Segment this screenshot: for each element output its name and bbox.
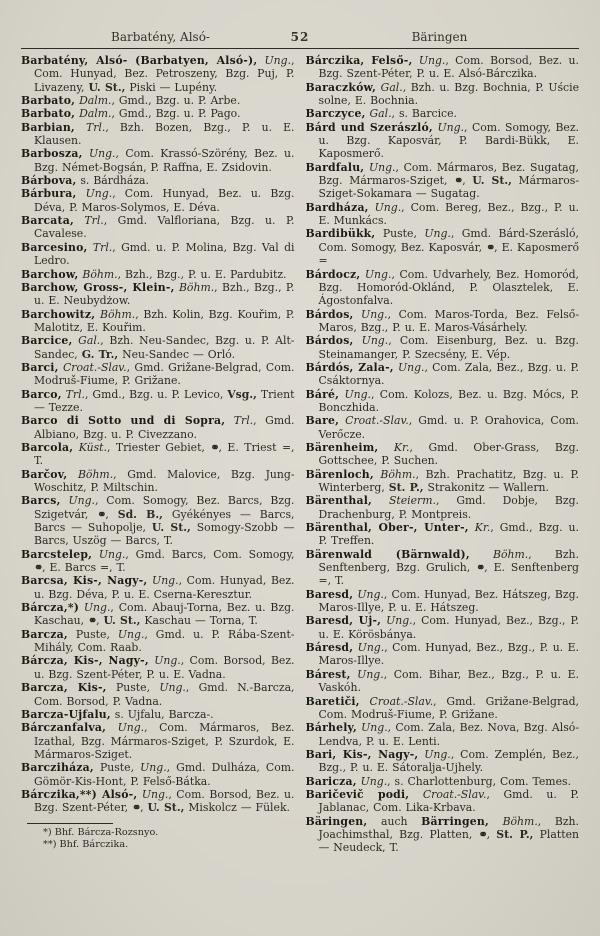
entry-text: , Bzh., Bzg., P. u. E. Neubydżow. (34, 280, 295, 308)
entry-text: , E. Senftenberg =, T. (318, 561, 579, 588)
crownland-abbrev: Ung. (140, 761, 167, 775)
entry-headword: Baresd, Uj-, (305, 614, 382, 628)
entry-text: , Gmd. N.-Barcza, Com. Borsod, P. Vadna. (34, 681, 295, 708)
entry (306, 81, 580, 108)
entry (21, 574, 295, 601)
entry-text: , (105, 507, 118, 521)
entry (21, 548, 295, 575)
entry-text: Piski — Lupény. (125, 80, 218, 94)
entry (306, 641, 580, 668)
crownland-abbrev: Ung. (353, 334, 389, 348)
entry-headword: Bare, (305, 414, 340, 428)
entry-text: , Com. Mármaros, Bez. Izathal, Bzg. Mármaros-Sziget, P. Szurdok, E. Mármaros-Sziget. (34, 721, 295, 761)
footnotes (21, 823, 295, 851)
entry-text: Neu-Sandec — Orló. (118, 347, 236, 361)
entry (21, 494, 295, 547)
entry-headword: Bárest, (305, 667, 351, 681)
entry-text: , Gmd. Albiano, Bzg. u. P. Civezzano. (34, 414, 295, 441)
entry-headword: Barcesino, (21, 240, 88, 254)
entry (306, 494, 580, 521)
entry (306, 815, 580, 855)
entry-headword: Barczyce, (305, 107, 366, 121)
entry-text: , Bzh. Neu-Sandec, Bzg. u. P. Alt-Sandec, (34, 334, 295, 361)
entry-text: , Com. Maros-Torda, Bez. Felső-Maros, Bzg., P. u. E. Maros-Vásárhely. (318, 307, 579, 334)
entry-headword: Bärenheim, (305, 440, 379, 454)
entry-text: , Com. Somogy, Bez. u. Bzg. Kaposvár, P. Bardi-Bükk, E. Kaposmerő. (318, 120, 579, 161)
entry (21, 187, 295, 214)
crownland-abbrev: Gal. (72, 334, 101, 348)
entry-headword: Bárbova, (21, 174, 77, 188)
entry-headword: Bärenloch, (305, 467, 374, 481)
entry-headword: Barbian, (21, 120, 75, 134)
crownland-abbrev: Ung. (424, 227, 451, 241)
entry-headword: Bärenthal, (305, 494, 373, 508)
crownland-abbrev: Trl. (74, 120, 106, 134)
crownland-abbrev: Ung. (106, 721, 145, 735)
entry (306, 388, 580, 415)
entry (21, 721, 295, 761)
entry-text: , Com. Hunyad, Bez. Hátszeg, Bzg. Maros-Illye, P. u. E. Hátszeg. (318, 587, 579, 615)
entry-text: , Bzh. Senftenberg, Bzg. Grulich, (318, 547, 579, 575)
entry-text: , Triester Gebiet, (106, 440, 211, 454)
entry (21, 681, 295, 708)
crownland-abbrev: Trl. (61, 387, 86, 401)
entry-headword: Barbato, (21, 107, 76, 121)
entry-text: , Bzh. Bozen, Bzg., P. u. E. Klausen. (34, 120, 295, 148)
crownland-abbrev: Ung. (257, 54, 292, 67)
posthorn-icon: ⚭ (486, 240, 495, 254)
header-rule (21, 48, 579, 49)
crownland-abbrev: Ung. (356, 774, 388, 788)
crownland-abbrev: Ung. (92, 547, 126, 561)
running-head-left: Barbatény, Alsó- (111, 30, 210, 44)
crownland-abbrev: Ung. (82, 147, 116, 161)
entry-headword: Barchow, Gross-, Klein-, (21, 280, 175, 294)
entry-headword: Barcziháza, (21, 761, 94, 775)
crownland-abbrev: Ung. (76, 187, 113, 201)
entry (21, 334, 295, 361)
crownland-abbrev: Trl. (73, 214, 104, 228)
entry-headword: Báré, (305, 387, 340, 401)
entry-headword: Baričevič podi, (305, 787, 410, 801)
entry (306, 334, 580, 361)
right-column (306, 54, 580, 855)
entry-text: , Com. Kolozs, Bez. u. Bzg. Mócs, P. Bonczhida. (318, 387, 579, 414)
crownland-abbrev: Ung. (368, 200, 402, 214)
crownland-abbrev: Ung. (117, 627, 145, 641)
entry-headword: Barbatény, Alsó- (Barbatyen, Alsó-), (21, 54, 258, 67)
entry-text: , Com. Borsod, Bez. u. Bzg. Szent-Péter, (34, 787, 295, 815)
railway-abbrev: Vsg., (227, 387, 257, 401)
railway-abbrev: U. St., (147, 801, 185, 815)
entry (306, 588, 580, 615)
entry-headword: Bardháza, (305, 200, 369, 214)
entry-headword: Barcza, Kis-, (21, 681, 107, 695)
entry-text: , (140, 801, 148, 815)
entry-headword: Bárhely, (305, 721, 357, 735)
entry-headword: Bárczika, Felső-, (305, 54, 413, 67)
entry-text: Puste, (93, 761, 141, 775)
posthorn-icon: ⚭ (476, 561, 485, 575)
crownland-abbrev: Ung. (350, 667, 384, 681)
page-number: 52 (290, 30, 310, 44)
entry-headword: Bárd und Szerászló, (305, 120, 433, 134)
entry-headword: Barbato, (21, 94, 76, 108)
entry-text: , Com. Zemplén, Bez., Bzg., P. u. E. Sátoralja-Ujhely. (318, 747, 579, 775)
entry-headword: Baraczków, (305, 80, 377, 94)
entry-text: , Com. Zala, Bez. Nova, Bzg. Alsó-Lendva, P. u. E. Lenti. (318, 721, 579, 748)
entry-headword: Bárczika,**) Alsó-, (21, 787, 138, 801)
crownland-abbrev: Ung. (339, 387, 371, 401)
entry-headword: Barcstelep, (21, 547, 93, 561)
entry-headword: Barbosza, (21, 147, 83, 161)
entry-text: Somogy-Szobb — Barcs, Uszög — Barcs, T. (34, 521, 295, 548)
entry (306, 775, 580, 788)
crownland-abbrev: Trl. (87, 240, 113, 254)
entry-text: auch (367, 814, 422, 828)
crownland-abbrev: Ung. (353, 587, 384, 601)
entry-text: , Gmd. Valfloriana, Bzg. u. P. Cavalese. (34, 214, 295, 241)
entry (306, 227, 580, 267)
entry (21, 107, 295, 120)
footnote: **) Bhf. Bárczika. (43, 838, 129, 850)
crownland-abbrev: Kr. (468, 521, 491, 535)
crownland-abbrev: Ung. (364, 160, 396, 174)
entry-text: , Bzh. Joachimsthal, Bzg. Platten, (318, 814, 579, 841)
entry-text: Puste, (106, 681, 160, 695)
posthorn-icon: ⚭ (210, 440, 219, 454)
crownland-abbrev: Dalm. (75, 94, 112, 108)
entry-text: , Gmd. Bárd-Szerásló, Com. Somogy, Bez. Kaposvár, (318, 227, 579, 254)
entry-headword: Bárcza, Kis-, Nagy-, (21, 654, 149, 668)
crownland-abbrev: Croat.-Slav. (409, 787, 487, 801)
crownland-abbrev: Croat.-Slav. (339, 414, 409, 428)
entry-text: , Gmd. Grižane-Belgrad, Com. Modruš-Fiume, P. Grižane. (34, 360, 295, 388)
entry (21, 54, 295, 94)
entry-text: , Com. Krassó-Szörény, Bez. u. Bzg. Német-Bogsán, P. Raffna, E. Zsidovin. (34, 147, 295, 174)
entry-text: , Gmd. Malovice, Bzg. Jung-Woschitz, P. Miltschin. (34, 467, 295, 494)
crownland-abbrev: Gal. (376, 80, 403, 94)
entry-text: , Gmd., Bzg. u. P. Treffen. (318, 521, 579, 548)
entry-headword: Bärringen, (421, 814, 489, 828)
entry-text: , Com. Hunyad, Bez., Bzg., P. u. E. Maros-Illye. (318, 641, 579, 668)
entry-text: , Com. Hunyad, Bez., Bzg., P. u. E. Körösbánya. (318, 614, 579, 641)
entry (306, 121, 580, 161)
entry (21, 654, 295, 681)
entry-text: , Com. Borsod, Bez. u. Bzg. Szent-Péter, P. u. E. Vadna. (34, 654, 295, 681)
entry (21, 414, 295, 441)
entry-text: s. Bárdháza. (76, 174, 149, 188)
railway-abbrev: St. P., (496, 827, 534, 841)
running-head (21, 30, 579, 48)
entry-headword: Bárdocz, (305, 267, 361, 281)
crownland-abbrev: Dalm. (75, 107, 112, 121)
entry-headword: Bárdos, (305, 334, 354, 348)
entry-headword: Barchowitz, (21, 307, 96, 321)
entry (306, 748, 580, 775)
entry-headword: Barco di Sotto und di Sopra, (21, 414, 226, 428)
entry (21, 121, 295, 148)
crownland-abbrev: Ung. (137, 787, 169, 801)
crownland-abbrev: Ung. (381, 614, 413, 628)
entry-text: , Gmd. Grižane-Belgrad, Com. Modruš-Fiume, P. Grižane. (318, 694, 579, 721)
entry-headword: Bari, Kis-, Nagy-, (305, 747, 419, 761)
entry-text: , Gmd. u. P. Orahovica, Com. Verőcze. (318, 414, 579, 441)
railway-abbrev: U. St., (151, 521, 191, 535)
entry-text: , Gmd., Bzg. u. P. Levico, (85, 387, 228, 401)
entry-headword: Barčov, (21, 467, 68, 481)
entry-text: Puste, (67, 627, 118, 641)
entry (21, 214, 295, 241)
railway-abbrev: U. St., (103, 614, 141, 628)
entry-headword: Baricza, (305, 774, 357, 788)
entry (306, 788, 580, 815)
entry-headword: Bardibükk, (305, 227, 376, 241)
entry-text: , (462, 174, 473, 188)
crownland-abbrev: Ung. (353, 641, 385, 655)
entry (306, 361, 580, 388)
entry-headword: Bárdos, (305, 307, 354, 321)
entry-text: Kaschau — Torna, T. (140, 614, 258, 628)
entry (21, 601, 295, 628)
entry (21, 94, 295, 107)
entry (21, 147, 295, 174)
crownland-abbrev: Küst. (73, 440, 107, 454)
entry (21, 388, 295, 415)
entry (21, 708, 295, 721)
crownland-abbrev: Ung. (79, 601, 111, 615)
crownland-abbrev: Ung. (147, 574, 179, 588)
entry-text: , Com. Eisenburg, Bez. u. Bzg. Steinamanger, P. Szecsény, E. Vép. (318, 334, 579, 361)
entry-text: , Bzh. u. Bzg. Bochnia, P. Uście solne, E. Bochnia. (318, 80, 579, 108)
posthorn-icon: ⚭ (478, 827, 487, 841)
entry (21, 628, 295, 655)
entry-text: , Com. Udvarhely, Bez. Homoród, Bzg. Homoród-Oklánd, P. Olasztelek, E. Ágostonfalva. (318, 267, 579, 308)
entry-text: Miskolcz — Fülek. (184, 801, 290, 815)
entry (306, 268, 580, 308)
crownland-abbrev: Ung. (360, 267, 392, 281)
entry-text: , Gmd. u. P. Jablanac, Com. Lika-Krbava. (318, 787, 579, 815)
entry (306, 695, 580, 722)
crownland-abbrev: Böhm. (373, 467, 416, 481)
entry-text: s. Ujfalu, Barcza-. (110, 707, 214, 721)
entry-headword: Baretiči, (305, 694, 360, 708)
entry-text: , Com. Abauj-Torna, Bez. u. Bzg. Kaschau, (34, 601, 295, 628)
entry-headword: Bäringen, (305, 814, 368, 828)
entry-text: , Gmd. u. P. Rába-Szent-Mihály, Com. Raab. (34, 627, 295, 655)
entry (306, 614, 580, 641)
crownland-abbrev: Croat.-Slav. (58, 360, 127, 374)
entry-headword: Bárczanfalva, (21, 721, 107, 735)
crownland-abbrev: Steierm. (372, 494, 436, 508)
railway-abbrev: U. St., (88, 80, 126, 94)
crownland-abbrev: Gal. (365, 107, 392, 121)
crownland-abbrev: Trl. (225, 414, 254, 428)
entry-headword: Bärenwald (Bärnwald), (305, 547, 470, 561)
entry-text: , E. Kaposmerő = (318, 240, 579, 268)
posthorn-icon: ⚭ (97, 507, 106, 521)
footnote-rule (27, 823, 113, 824)
entry-headword: Baresd, (305, 587, 354, 601)
entry-text: , Gmd. Barcs, Com. Somogy, (125, 547, 295, 561)
entry-text: , Gmd. Dobje, Bzg. Drachenburg, P. Montpreis. (318, 494, 579, 521)
crownland-abbrev: Ung. (356, 721, 388, 735)
entry-headword: Barchow, (21, 267, 79, 281)
entry (21, 241, 295, 268)
entry (306, 161, 580, 201)
entry-text: , Bzh. Kolin, Bzg. Kouřim, P. Malotitz, E. Kouřim. (34, 307, 295, 334)
running-head-right: Bäringen (411, 30, 468, 44)
crownland-abbrev: Böhm. (174, 280, 215, 294)
entry-text: , Gmd., Bzg. u. P. Pago. (111, 107, 241, 121)
entry-headword: Barcs, (21, 494, 61, 508)
entry (21, 761, 295, 788)
entry-text: , Com. Hunyad, Bez. u. Bzg. Déva, P. Maros-Solymos, E. Déva. (34, 187, 295, 214)
railway-abbrev: G. Tr., (81, 347, 119, 361)
footnote: *) Bhf. Bárcza-Rozsnyo. (43, 826, 159, 838)
entry (21, 788, 295, 815)
crownland-abbrev: Böhm. (488, 814, 538, 828)
left-column (21, 54, 295, 855)
crownland-abbrev: Böhm. (95, 307, 136, 321)
crownland-abbrev: Ung. (353, 307, 388, 321)
entry (21, 268, 295, 281)
crownland-abbrev: Ung. (412, 54, 446, 67)
entry-text: , Gmd., Bzg. u. P. Arbe. (111, 94, 241, 108)
crownland-abbrev: Kr. (378, 440, 410, 454)
entry-text: , (96, 614, 104, 628)
crownland-abbrev: Ung. (432, 120, 464, 134)
entry-text: , (486, 827, 497, 841)
entry-headword: Barcola, (21, 440, 74, 454)
entry-text: , Com. Somogy, Bez. Barcs, Bzg. Szigetvár, (34, 494, 295, 521)
entry-headword: Barci, (21, 360, 59, 374)
entry-text: , Com. Hunyad, Bez. u. Bzg. Déva, P. u. E. Cserna-Keresztur. (34, 574, 295, 601)
entry (21, 468, 295, 495)
entry-text: Platten — Neudeck, T. (318, 827, 579, 855)
entry-text: , Com. Zala, Bez., Bzg. u. P. Csáktornya. (318, 360, 579, 388)
railway-abbrev: St. P., (388, 481, 424, 494)
entry (21, 361, 295, 388)
entry-text: , Com. Mármaros, Bez. Sugatag, Bzg. Mármaros-Sziget, (318, 160, 579, 188)
entry-headword: Bárbura, (21, 187, 77, 201)
posthorn-icon: ⚭ (34, 561, 43, 575)
entry-headword: Barcata, (21, 214, 74, 228)
crownland-abbrev: Böhm. (469, 547, 529, 561)
entry-headword: Bardfalu, (305, 160, 365, 174)
entry (306, 107, 580, 120)
entry (306, 721, 580, 748)
posthorn-icon: ⚭ (131, 801, 141, 815)
entry-text: , Com. Bereg, Bez., Bzg., P. u. E. Munkács. (318, 200, 579, 228)
entry (306, 414, 580, 441)
railway-abbrev: U. St., (472, 174, 512, 188)
entry-text: , Gmd. u. P. Molina, Bzg. Val di Ledro. (34, 240, 295, 268)
crownland-abbrev: Ung. (60, 494, 95, 508)
entry-text: , E. Barcs =, T. (42, 561, 126, 575)
entry-text: , Com. Hunyad, Bez. Petroszeny, Bzg. Puj, P. Livazeny, (34, 54, 295, 94)
entry-headword: Bárdós, Zala-, (305, 360, 394, 374)
crownland-abbrev: Ung. (159, 681, 186, 695)
entry (21, 308, 295, 335)
entry-headword: Bárcza,*) (21, 601, 80, 615)
entry-headword: Barcza, (21, 627, 68, 641)
posthorn-icon: ⚭ (88, 614, 97, 628)
entry-headword: Barcice, (21, 334, 73, 348)
entry-headword: Barco, (21, 387, 62, 401)
entry-text: Trient — Tezze. (34, 387, 295, 414)
entry (306, 54, 580, 81)
crownland-abbrev: Ung. (418, 747, 451, 761)
entry-text: Strakonitz — Wallern. (423, 481, 549, 494)
entry-headword: Barcsa, Kis-, Nagy-, (21, 574, 148, 588)
entry-headword: Bärenthal, Ober-, Unter-, (305, 521, 469, 535)
entry (306, 201, 580, 228)
entry-text: , Com. Borsod, Bez. u. Bzg. Szent-Péter, P. u. E. Alsó-Bárczika. (318, 54, 579, 81)
entry (21, 281, 295, 308)
text-columns (21, 54, 579, 855)
entry (21, 174, 295, 187)
entry-text: , s. Charlottenburg, Com. Temes. (387, 774, 572, 788)
entry-headword: Barcza-Ujfalu, (21, 707, 111, 721)
crownland-abbrev: Böhm. (67, 467, 114, 481)
crownland-abbrev: Ung. (393, 360, 425, 374)
entry-text: , Bzh., Bzg., P. u. E. Pardubitz. (117, 267, 287, 281)
entry (306, 668, 580, 695)
entry-text: , Gmd. Ober-Grass, Bzg. Gottschee, P. Suchen. (318, 440, 579, 468)
entry (306, 521, 580, 548)
entry (306, 468, 580, 495)
crownland-abbrev: Croat.-Slav. (359, 694, 434, 708)
crownland-abbrev: Böhm. (78, 267, 118, 281)
entry (306, 308, 580, 335)
entry (306, 441, 580, 468)
posthorn-icon: ⚭ (454, 174, 463, 188)
crownland-abbrev: Ung. (148, 654, 181, 668)
entry-headword: Báresd, (305, 641, 354, 655)
entry (21, 441, 295, 468)
entry (306, 548, 580, 588)
entry-text: Mármaros-Sziget-Sokamara — Sugatag. (318, 174, 579, 201)
entry-text: , Gmd. Dulháza, Com. Gömör-Kis-Hont, P. Felső-Bátka. (34, 761, 295, 788)
entry-text: Puste, (375, 227, 425, 241)
entry-text: , Bzh. Prachatitz, Bzg. u. P. Winterberg, (318, 467, 579, 494)
entry-text: , Com. Bihar, Bez., Bzg., P. u. E. Vaskóh. (318, 667, 579, 695)
railway-abbrev: Sd. B., (117, 507, 163, 521)
entry-text: Gyékényes — Barcs, Barcs — Suhopolje, (34, 507, 295, 535)
entry-text: , s. Barcice. (391, 107, 457, 121)
entry-text: , E. Triest =, T. (34, 440, 295, 468)
